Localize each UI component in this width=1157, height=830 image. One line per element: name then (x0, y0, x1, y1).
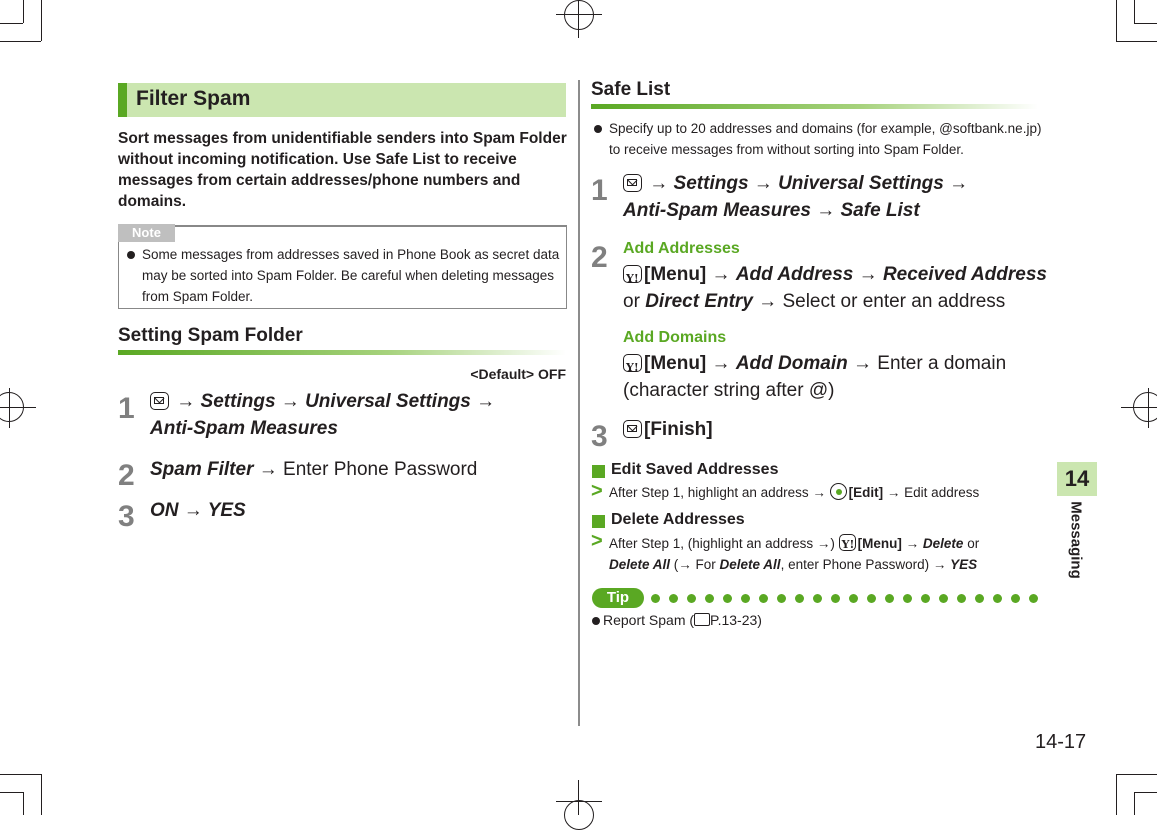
mail-key-icon (623, 420, 642, 438)
note-line: may be sorted into Spam Folder. Be careful when deleting messages (142, 268, 554, 283)
chapter-label: Messaging (1067, 501, 1085, 579)
chapter-label-wrap (1056, 500, 1096, 580)
yahoo-key-icon (623, 354, 642, 372)
step-number: 2 (591, 241, 608, 274)
heading-underline (591, 104, 1038, 109)
tip-page-ref: P.13-23) (710, 612, 762, 628)
menu-label: [Menu] → (644, 264, 731, 285)
step-1-path-cont: Anti-Spam Measures (150, 418, 338, 439)
section-title: Filter Spam (136, 87, 251, 110)
square-marker-icon (592, 515, 605, 528)
menu-label: [Menu] → (644, 353, 731, 374)
heading-underline (118, 350, 566, 355)
note-line: from Spam Folder. (142, 289, 254, 304)
bullet-icon (594, 125, 602, 133)
intro-line: without incoming notification. Use Safe List to receive (118, 151, 517, 168)
add-domains-label: Add Domains (623, 329, 727, 346)
safe-step-3 (623, 416, 713, 443)
step-2-item: Spam Filter (150, 459, 254, 480)
setting-heading: Setting Spam Folder (118, 325, 303, 346)
or-text: or (963, 536, 980, 551)
bullet-icon (127, 251, 135, 259)
safe-step-1-path: → Settings → Universal Settings → (649, 173, 969, 194)
step-2-rest: → Enter Phone Password (253, 459, 478, 480)
add-addresses-label: Add Addresses (623, 240, 740, 257)
intro-line: messages from certain addresses/phone numbers and (118, 172, 521, 189)
tip-label: Tip (592, 588, 644, 608)
delete-desc-a: After Step 1, (highlight an address →) (609, 536, 835, 551)
delete-all-item: Delete All (719, 557, 781, 572)
step-number: 2 (118, 459, 135, 492)
tip-text (603, 612, 762, 628)
intro-paragraph (118, 128, 568, 212)
bullet-icon (592, 617, 600, 625)
safe-step-1 (623, 170, 1043, 224)
enter-domain-text: → Enter a domain (847, 353, 1007, 374)
delete-item: Delete (922, 536, 964, 551)
step-1 (150, 388, 570, 442)
yahoo-key-icon (839, 534, 856, 551)
step-number: 3 (591, 420, 608, 453)
chevron-right-icon: > (591, 530, 603, 552)
desc-line: Specify up to 20 addresses and domains (for example, @softbank.ne.jp) (609, 121, 1042, 136)
step-number: 1 (591, 174, 608, 207)
add-addresses-steps (623, 261, 1053, 315)
add-address-item: Add Address (735, 264, 854, 285)
safe-step-1-path-cont: Anti-Spam Measures → Safe List (623, 200, 920, 221)
domain-hint: (character string after @) (623, 380, 835, 401)
arrow: → (853, 264, 883, 285)
intro-line: Sort messages from unidentifiable senders into Spam Folder (118, 130, 567, 147)
delete-description (609, 533, 979, 575)
page-number: 14-17 (1035, 731, 1087, 753)
intro-line: domains. (118, 193, 187, 210)
desc-line: to receive messages from without sorting into Spam Folder. (609, 142, 964, 157)
direct-entry-item: Direct Entry (645, 291, 753, 312)
select-enter-text: → Select or enter an address (752, 291, 1006, 312)
note-label: Note (118, 224, 175, 242)
edit-description (609, 483, 979, 500)
center-key-icon (830, 483, 847, 500)
tip-text-a: Report Spam ( (603, 612, 695, 628)
title-accent (118, 83, 127, 117)
or-text: or (623, 291, 646, 312)
safe-list-heading: Safe List (591, 79, 671, 100)
password-text: , enter Phone Password) → (780, 557, 951, 572)
delete-all-item: Delete All (609, 557, 671, 572)
reference-hand-icon (694, 613, 710, 626)
edit-softkey: [Edit] (848, 485, 884, 500)
yes-item: YES (950, 557, 978, 572)
add-domains-steps (623, 350, 1053, 404)
mail-key-icon (623, 174, 642, 192)
safe-list-description (609, 118, 1049, 160)
step-2 (150, 456, 477, 483)
chevron-right-icon: > (591, 480, 603, 502)
note-text (142, 244, 562, 307)
default-label: <Default> OFF (470, 366, 566, 382)
for-text: (→ For (670, 557, 720, 572)
step-3: ON → YES (150, 500, 246, 521)
section-title-bar (118, 83, 566, 117)
yahoo-key-icon (623, 265, 642, 283)
mail-key-icon (150, 392, 169, 410)
menu-label: [Menu] → (857, 536, 920, 551)
step-1-path: → Settings → Universal Settings → (176, 391, 496, 412)
edit-desc-a: After Step 1, highlight an address → (609, 485, 826, 500)
delete-title: Delete Addresses (611, 511, 745, 528)
note-line: Some messages from addresses saved in Phone Book as secret data (142, 247, 560, 262)
received-address-item: Received Address (882, 264, 1047, 285)
chapter-number: 14 (1057, 462, 1097, 496)
square-marker-icon (592, 465, 605, 478)
edit-desc-b: → Edit address (886, 485, 980, 500)
step-number: 1 (118, 392, 135, 425)
step-number: 3 (118, 500, 135, 533)
add-domain-item: Add Domain (735, 353, 848, 374)
edit-title: Edit Saved Addresses (611, 461, 779, 478)
column-divider (578, 80, 580, 726)
finish-label: [Finish] (644, 419, 713, 440)
